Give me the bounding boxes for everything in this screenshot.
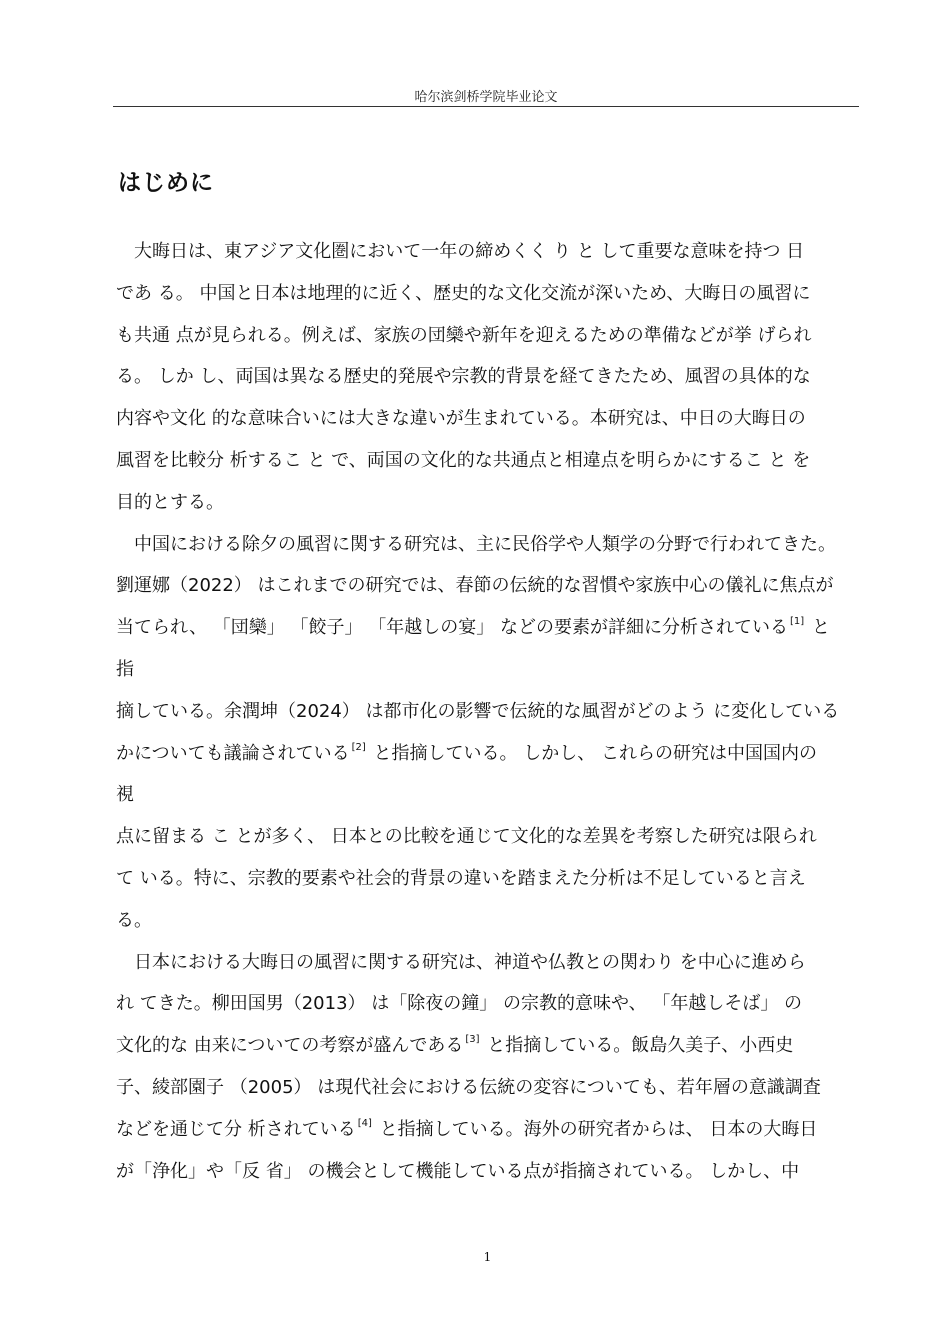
running-header: 哈尔滨剑桥学院毕业论文 [414,90,558,105]
line-text: 風習を比較分 析するこ と で、両国の文化的な共通点と相違点を明らかにするこ と を [116,450,811,471]
text-line [116,407,806,431]
line-text: 当てられ、 「団欒」 「餃子」 「年越しの宴」 などの要素が詳細に分析されている [116,617,788,638]
line-text: る。 しか し、両国は異なる歴史的発展や宗教的背景を経てきたため、風習の具体的な [116,366,811,387]
page-number: 1 [483,1250,492,1264]
text-line [134,951,806,975]
line-text: 指 [116,659,134,680]
text-line [116,1034,793,1058]
text-line [116,825,817,849]
citation-marker: [2] [351,742,366,753]
line-text-continued: と [806,617,830,638]
line-text: 大晦日は、東アジア文化圏において一年の締めくく り と して重要な意味を持つ 日 [134,241,805,262]
line-text: が「浄化」や「反 省」 の機会として機能している点が指摘されている。 しかし、中 [116,1161,800,1182]
citation-marker: [4] [357,1118,372,1129]
line-text: 子、綾部園子 （2005） は現代社会における伝統の変容についても、若年層の意識調査 [116,1077,821,1098]
text-line [116,491,224,515]
citation-marker: [1] [789,616,805,627]
line-text: 中国における除夕の風習に関する研究は、主に民俗学や人類学の分野で行われてきた。 [134,534,836,555]
text-line [116,574,834,598]
text-line [116,700,839,724]
line-text: 劉運娜（2022） はこれまでの研究では、春節の伝統的な習慣や家族中心の儀礼に焦点が [116,575,834,596]
citation-marker: [3] [465,1034,480,1045]
line-text: 日本における大晦日の風習に関する研究は、神道や仏教との関わり を中心に進めら [134,952,806,973]
line-text: も共通 点が見られる。例えば、家族の団欒や新年を迎えるための準備などが挙 げられ [116,325,812,346]
line-text: 摘している。余潤坤（2024） は都市化の影響で伝統的な風習がどのよう に変化している [116,701,840,722]
line-text-continued: と指摘している。 しかし、 これらの研究は中国国内の [367,743,817,764]
text-line [134,533,836,557]
text-line [116,282,810,306]
text-line [116,867,806,891]
line-text-continued: と指摘している。海外の研究者からは、 日本の大晦日 [373,1119,818,1140]
text-line [116,449,810,473]
text-line [116,1076,821,1100]
text-line [116,616,830,640]
text-line [116,1118,817,1142]
line-text-continued: と指摘している。飯島久美子、小西史 [481,1035,794,1056]
text-line [116,658,134,682]
line-text: 視 [116,784,134,805]
text-line [134,240,804,264]
line-text: れ てきた。柳田国男（2013） は「除夜の鐘」 の宗教的意味や、 「年越しそば」 の [116,993,803,1014]
line-text: 目的とする。 [116,492,224,513]
line-text: て いる。特に、宗教的要素や社会的背景の違いを踏まえた分析は不足していると言え [116,868,806,889]
text-line [116,783,134,807]
text-line [116,365,811,389]
line-text: る。 [116,910,152,931]
header-rule [113,106,859,107]
section-title: はじめに [118,170,214,196]
line-text: かについても議論されている [116,743,350,764]
text-line [116,324,811,348]
text-line [116,909,152,933]
line-text: 文化的な 由来についての考察が盛んである [116,1035,464,1056]
line-text: であ る。 中国と日本は地理的に近く、歴史的な文化交流が深いため、大晦日の風習に [116,283,811,304]
text-line [116,992,802,1016]
line-text: 点に留まる こ とが多く、 日本との比較を通じて文化的な差異を考察した研究は限られ [116,826,817,847]
text-line [116,742,817,766]
line-text: などを通じて分 析されている [116,1119,356,1140]
line-text: 内容や文化 的な意味合いには大きな違いが生まれている。本研究は、中日の大晦日の [116,408,806,429]
text-line [116,1160,799,1184]
